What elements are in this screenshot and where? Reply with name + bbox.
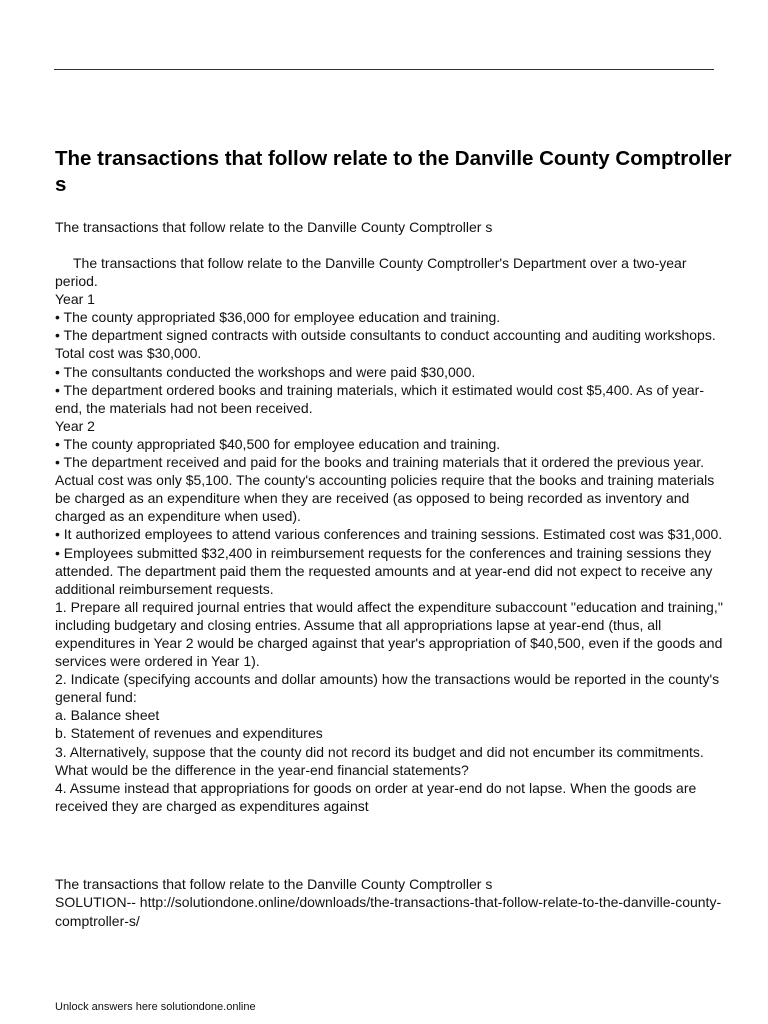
paragraph-intro: The transactions that follow relate to the Danville County Comptroller's Department over a two-year period. [55,255,687,290]
list-item: • It authorized employees to attend various conferences and training sessions. Estimated cost was $31,000. [55,526,723,543]
list-item: • The department ordered books and training materials, which it estimated would cost $5,400. As of year-end, the materials had not been received. [55,381,704,416]
question-3: 3. Alternatively, suppose that the county did not record its budget and did not encumber its commitments. What would be the difference in the year-end financial statements? [55,743,704,778]
document-title: The transactions that follow relate to the Danville County Comptroller s [55,147,732,196]
heading-year-1: Year 1 [55,291,95,308]
question-2a: a. Balance sheet [55,707,160,724]
question-2b: b. Statement of revenues and expenditures [55,725,323,742]
list-item: • The department signed contracts with outside consultants to conduct accounting and auditing workshops. Total cost was $30,000. [55,327,716,362]
list-item: • The department received and paid for the books and training materials that it ordered the previous year. Actual cost was only $5,100. The county's accounting policies require that the books and training materials be charged as an expenditure when they are received (as opposed to being recorded as inventory and charged as an expenditure when used). [55,454,715,525]
header-rule [54,69,714,70]
solution-section [55,875,727,930]
document-subtitle: The transactions that follow relate to the Danville County Comptroller s [55,219,493,235]
question-2: 2. Indicate (specifying accounts and dollar amounts) how the transactions would be reported in the county's general fund: [55,671,720,706]
list-item: • Employees submitted $32,400 in reimbursement requests for the conferences and training sessions they attended. The department paid them the requested amounts and at year-end did not expect to receive any additional reimbursement requests. [55,544,713,597]
heading-year-2: Year 2 [55,417,95,434]
solution-link[interactable]: SOLUTION-- http://solutiondone.online/downloads/the-transactions-that-follow-relate-to-the-danville-county-comptroller-s/ [55,894,722,929]
list-item: • The county appropriated $36,000 for employee education and training. [55,309,501,326]
footer-text: Unlock answers here solutiondone.online [55,1001,256,1013]
solution-title: The transactions that follow relate to the Danville County Comptroller s [55,876,493,892]
list-item: • The county appropriated $40,500 for employee education and training. [55,435,501,452]
question-1: 1. Prepare all required journal entries that would affect the expenditure subaccount ''education and training,'' including budgetary and closing entries. Assume that all appropriations lapse at year-end (thus, all expenditures in Year 2 would be charged against that year's appropriation of $40,500, even if the goods and services were ordered in Year 1). [55,598,724,670]
question-4: 4. Assume instead that appropriations for goods on order at year-end do not lapse. When the goods are received they are charged as expenditures against [55,779,697,814]
document-body [55,254,727,815]
list-item: • The consultants conducted the workshops and were paid $30,000. [55,363,476,380]
